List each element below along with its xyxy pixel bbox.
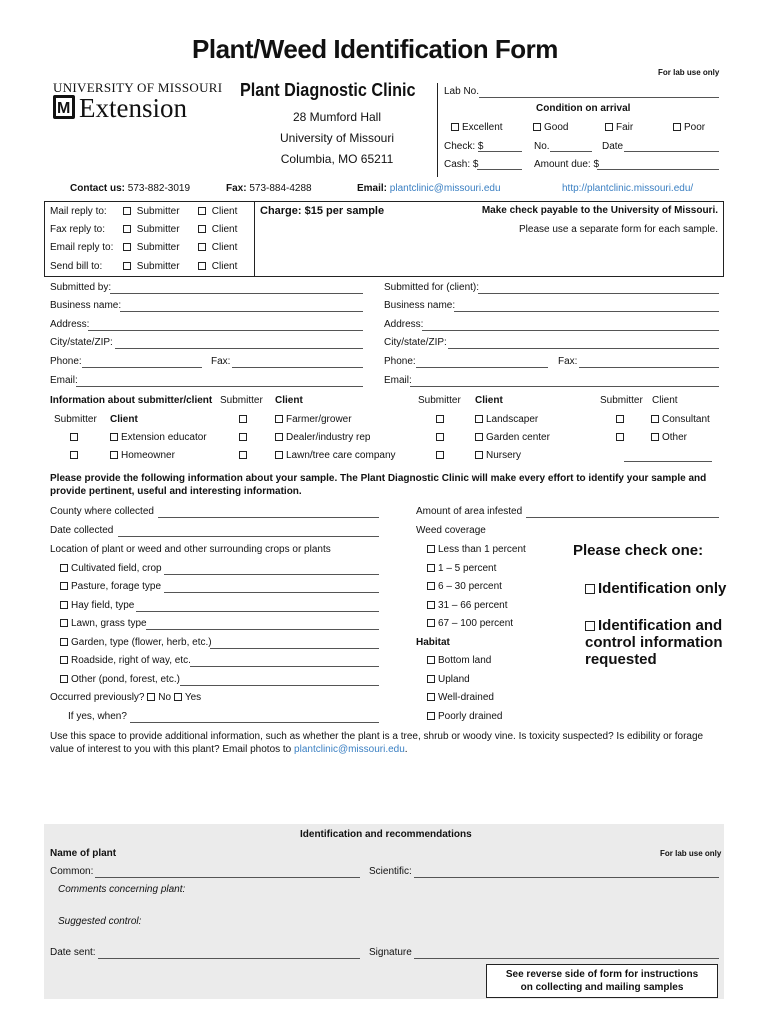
col4-submitter: Submitter (600, 395, 643, 406)
loc-roadside[interactable] (60, 655, 191, 666)
cov-2[interactable] (427, 563, 496, 574)
checkbox[interactable] (436, 433, 444, 441)
common-label: Common: (50, 866, 94, 877)
garden-field[interactable] (210, 648, 379, 649)
reverse-side-note (486, 964, 718, 998)
date-collected-field[interactable] (118, 536, 379, 537)
loc-pasture[interactable] (60, 581, 161, 592)
checkbox[interactable] (673, 123, 681, 131)
checkbox[interactable] (427, 656, 435, 664)
cov-1[interactable] (427, 544, 526, 555)
option-label: Lawn, grass type (71, 618, 147, 629)
if-yes-label: If yes, when? (68, 711, 127, 722)
cond-good[interactable] (533, 122, 568, 133)
bill-submitter[interactable] (123, 261, 180, 272)
suggested-control-label: Suggested control: (58, 916, 142, 927)
option-label: 1 – 5 percent (438, 563, 497, 574)
common-field[interactable] (95, 877, 360, 878)
reply-divider (254, 201, 255, 277)
address-line2: University of Missouri (279, 131, 395, 145)
info-heading: Information about submitter/client (50, 395, 213, 406)
sub-lawn[interactable] (239, 450, 250, 461)
sub-garden-center[interactable] (436, 432, 447, 443)
checkbox[interactable] (427, 545, 435, 553)
scientific-field[interactable] (414, 877, 719, 878)
checkbox[interactable] (651, 415, 659, 423)
email-client[interactable] (198, 242, 237, 253)
fax-field[interactable] (232, 367, 363, 368)
county-label: County where collected (50, 506, 154, 517)
city-field[interactable] (115, 348, 363, 349)
checkbox[interactable] (616, 433, 624, 441)
submitted-by-field[interactable] (110, 293, 363, 294)
checkbox[interactable] (475, 433, 483, 441)
loc-lawn[interactable] (60, 618, 147, 629)
address-line1: 28 Mumford Hall (292, 110, 382, 124)
client-other[interactable] (651, 432, 687, 443)
checkbox[interactable] (475, 415, 483, 423)
contact-label: Contact us: (70, 183, 125, 194)
coverage-label: Weed coverage (416, 525, 486, 536)
checkbox[interactable] (427, 582, 435, 590)
option-label: Submitter (136, 261, 180, 272)
id-control-option[interactable] (585, 617, 723, 668)
hab-3[interactable] (427, 692, 494, 703)
checkbox[interactable] (651, 433, 659, 441)
option-label: Client (211, 224, 238, 235)
option-label: Homeowner (121, 450, 175, 461)
fax-submitter[interactable] (123, 224, 180, 235)
checkbox[interactable] (239, 433, 247, 441)
checkbox[interactable] (60, 601, 68, 609)
signature-field[interactable] (414, 958, 719, 959)
client-farmer[interactable] (275, 414, 352, 425)
checkbox[interactable] (147, 693, 155, 701)
checkbox[interactable] (239, 451, 247, 459)
checkbox[interactable] (427, 675, 435, 683)
sub-landscaper[interactable] (436, 414, 447, 425)
roadside-field[interactable] (190, 666, 379, 667)
option-label: Cultivated field, crop (71, 563, 162, 574)
sub-nursery[interactable] (436, 450, 447, 461)
client-lawn[interactable] (275, 450, 396, 461)
address-line3: Columbia, MO 65211 (280, 152, 394, 166)
checkbox[interactable] (198, 262, 206, 270)
fax-client[interactable] (198, 224, 237, 235)
client-landscaper[interactable] (475, 414, 538, 425)
mizzou-logo-icon (53, 95, 75, 119)
checkbox[interactable] (60, 638, 68, 646)
checkbox[interactable] (123, 225, 131, 233)
option-label: Garden, type (flower, herb, etc.) (71, 637, 212, 648)
condition-label: Condition on arrival (536, 103, 631, 114)
city-label: City/state/ZIP: (50, 337, 113, 348)
checkbox[interactable] (198, 243, 206, 251)
col-client: Client (110, 414, 138, 425)
email-label: Email: (357, 183, 388, 194)
col2-client: Client (275, 395, 303, 406)
submitted-for-field[interactable] (478, 293, 719, 294)
option-label: Nursery (486, 450, 522, 461)
option-label: Bottom land (438, 655, 492, 666)
lawn-field[interactable] (146, 629, 379, 630)
phone-label: Phone: (50, 356, 82, 367)
email-field[interactable] (76, 386, 363, 387)
cov-5[interactable] (427, 618, 513, 629)
option-label: Less than 1 percent (438, 544, 526, 555)
col2-submitter: Submitter (220, 395, 263, 406)
checkbox[interactable] (198, 225, 206, 233)
loc-hay[interactable] (60, 600, 134, 611)
checkbox[interactable] (60, 675, 68, 683)
submitted-for-label: Submitted for (client): (384, 282, 480, 293)
bill-client[interactable] (198, 261, 237, 272)
form-title: Plant/Weed Identification Form (192, 34, 558, 64)
checkbox[interactable] (198, 207, 206, 215)
address-field[interactable] (88, 330, 363, 331)
col3-submitter: Submitter (418, 395, 461, 406)
option-label: Garden center (486, 432, 550, 443)
fax-label: Fax: (211, 356, 231, 367)
client-address-field[interactable] (422, 330, 719, 331)
additional-end: . (404, 744, 408, 755)
option-label: Other (pond, forest, etc.) (71, 674, 180, 685)
checkbox[interactable] (436, 451, 444, 459)
cond-fair-label: Fair (616, 122, 634, 133)
client-email-label: Email: (384, 375, 412, 386)
client-phone-label: Phone: (384, 356, 416, 367)
cov-4[interactable] (427, 600, 508, 611)
occurred-no[interactable]: No (158, 692, 172, 703)
checkbox[interactable] (60, 564, 68, 572)
option-label: Lawn/tree care company (286, 450, 396, 461)
cash-label: Cash: $ (444, 159, 479, 170)
lab-box-divider (437, 83, 438, 177)
recommendations-heading: Identification and recommendations (300, 829, 472, 840)
lab-use-only-label: For lab use only (658, 68, 720, 77)
amount-due-field[interactable] (597, 169, 719, 170)
plant-name-label: Name of plant (50, 848, 117, 859)
logo-extension (53, 93, 187, 123)
location-label: Location of plant or weed and other surrounding crops or plants (50, 544, 331, 555)
hab-2[interactable] (427, 674, 470, 685)
client-nursery[interactable] (475, 450, 521, 461)
contact-email (357, 183, 501, 194)
client-address-label: Address: (384, 319, 424, 330)
clinic-name: Plant Diagnostic Clinic (240, 80, 416, 100)
option-label: Dealer/industry rep (286, 432, 371, 443)
cond-poor-label: Poor (684, 122, 706, 133)
checkbox[interactable] (110, 433, 118, 441)
date-sent-label: Date sent: (50, 947, 96, 958)
habitat-label: Habitat (416, 637, 450, 648)
note-line1: See reverse side of form for instructions (505, 969, 699, 980)
contact-phone (70, 183, 190, 194)
option-label: Extension educator (121, 432, 207, 443)
loc-cultivated[interactable] (60, 563, 162, 574)
logo-university: UNIVERSITY OF MISSOURI (53, 80, 223, 95)
checkbox[interactable] (70, 433, 78, 441)
option-label: 6 – 30 percent (438, 581, 502, 592)
email-label: Email: (50, 375, 78, 386)
mail-client[interactable] (198, 206, 237, 217)
sub-dealer[interactable] (239, 432, 250, 443)
date-collected-label: Date collected (50, 525, 114, 536)
sub-extension[interactable] (70, 432, 81, 443)
client-dealer[interactable] (275, 432, 370, 443)
amount-field[interactable] (526, 517, 719, 518)
checkbox[interactable] (427, 564, 435, 572)
client-city-field[interactable] (448, 348, 719, 349)
client-email-field[interactable] (410, 386, 719, 387)
additional-info (50, 730, 722, 756)
client-fax-field[interactable] (579, 367, 719, 368)
checkbox[interactable] (427, 601, 435, 609)
option-label: 31 – 66 percent (438, 600, 508, 611)
option-label: Submitter (136, 206, 180, 217)
cash-field[interactable] (477, 169, 522, 170)
option-label-3: requested (585, 651, 657, 668)
cond-excellent-label: Excellent (462, 122, 503, 133)
send-bill-label: Send bill to: (50, 261, 103, 272)
cov-3[interactable] (427, 581, 502, 592)
hab-1[interactable] (427, 655, 491, 666)
email-submitter[interactable] (123, 242, 180, 253)
checkbox[interactable] (60, 656, 68, 664)
client-fax-label: Fax: (558, 356, 578, 367)
additional-text: Use this space to provide additional information, such as whether the plant is a tree, shrub or woody vine. Is toxicity suspected? Is edibility or forage value of interest to you with this plant? Email photos to (50, 731, 704, 755)
lab-no-label: Lab No. (444, 86, 480, 97)
checkbox[interactable] (585, 584, 595, 594)
option-label: Hay field, type (71, 600, 135, 611)
checkbox[interactable] (427, 619, 435, 627)
cond-fair[interactable] (605, 122, 633, 133)
charge-label: Charge: $15 per sample (260, 205, 385, 217)
if-yes-field[interactable] (130, 722, 379, 723)
business-field[interactable] (120, 311, 363, 312)
date-field[interactable] (624, 151, 719, 152)
option-label: Landscaper (486, 414, 539, 425)
option-label: Identification only (598, 580, 727, 597)
checkbox[interactable] (275, 415, 283, 423)
checkbox[interactable] (451, 123, 459, 131)
id-only-option[interactable] (585, 580, 726, 597)
hay-field[interactable] (136, 611, 379, 612)
col4-client: Client (652, 395, 678, 406)
phone-field[interactable] (82, 367, 202, 368)
check-no-field[interactable] (550, 151, 592, 152)
mail-reply-label: Mail reply to: (50, 206, 107, 217)
occurred-label: Occurred previously? (50, 692, 145, 703)
address-label: Address: (50, 319, 90, 330)
contact-phone-value: 573-882-3019 (127, 183, 191, 194)
option-label: Identification and (598, 617, 723, 634)
cond-excellent[interactable] (451, 122, 503, 133)
checkbox[interactable] (123, 262, 131, 270)
submitted-by-label: Submitted by: (50, 282, 112, 293)
date-label: Date (602, 141, 624, 152)
option-label: Consultant (662, 414, 710, 425)
cultivated-field[interactable] (164, 574, 379, 575)
sub-farmer[interactable] (239, 414, 250, 425)
client-homeowner[interactable] (110, 450, 175, 461)
client-garden-center[interactable] (475, 432, 550, 443)
email-link[interactable]: plantclinic@missouri.edu (389, 183, 501, 194)
email-reply-label: Email reply to: (50, 242, 114, 253)
option-label: Client (211, 242, 238, 253)
option-label-2: control information (585, 634, 723, 651)
checkbox[interactable] (585, 621, 595, 631)
signature-label: Signature (369, 947, 412, 958)
separate-note: Please use a separate form for each sample. (519, 224, 718, 235)
lab-no-field[interactable] (479, 97, 719, 98)
lab-use-only-label-2: For lab use only (660, 849, 722, 858)
check-label: Check: $ (444, 141, 484, 152)
col3-client: Client (475, 395, 503, 406)
occurred-row (50, 692, 201, 703)
fax-value: 573-884-4288 (249, 183, 312, 194)
cond-poor[interactable] (673, 122, 705, 133)
occurred-yes[interactable]: Yes (184, 692, 202, 703)
option-label: Client (211, 261, 238, 272)
checkbox[interactable] (70, 451, 78, 459)
business-label: Business name: (50, 300, 122, 311)
checkbox[interactable] (533, 123, 541, 131)
scientific-label: Scientific: (369, 866, 412, 877)
check-no-label: No. (534, 141, 550, 152)
checkbox[interactable] (275, 451, 283, 459)
checkbox[interactable] (275, 433, 283, 441)
note-line2: on collecting and mailing samples (520, 982, 684, 993)
checkbox[interactable] (123, 243, 131, 251)
client-phone-field[interactable] (416, 367, 548, 368)
pasture-field[interactable] (164, 592, 379, 593)
checkbox[interactable] (110, 451, 118, 459)
sub-other[interactable] (616, 432, 627, 443)
checkbox[interactable] (239, 415, 247, 423)
check-one-label: Please check one: (573, 542, 704, 559)
cond-good-label: Good (544, 122, 569, 133)
instructions: Please provide the following information about your sample. The Plant Diagnostic Clinic will make every effort to identify your sample and provide pertinent, useful and interesting information. (50, 473, 707, 497)
county-field[interactable] (158, 517, 379, 518)
checkbox[interactable] (605, 123, 613, 131)
comments-label: Comments concerning plant: (58, 884, 186, 895)
amount-due-label: Amount due: $ (534, 159, 600, 170)
client-business-label: Business name: (384, 300, 456, 311)
col-submitter: Submitter (54, 414, 97, 425)
other-field[interactable] (624, 461, 712, 462)
option-label: Client (211, 206, 238, 217)
fax-reply-label: Fax reply to: (50, 224, 106, 235)
option-label: Poorly drained (438, 711, 503, 722)
checkbox[interactable] (427, 712, 435, 720)
option-label: Pasture, forage type (71, 581, 162, 592)
checkbox[interactable] (123, 207, 131, 215)
website-link[interactable]: http://plantclinic.missouri.edu/ (562, 183, 694, 194)
logo-extension-text: Extension (79, 93, 187, 123)
loc-other[interactable] (60, 674, 180, 685)
check-field[interactable] (478, 151, 522, 152)
client-extension[interactable] (110, 432, 207, 443)
additional-text-area[interactable] (44, 762, 724, 820)
fax-label: Fax: (226, 183, 247, 194)
option-label: Upland (438, 674, 470, 685)
checkbox[interactable] (616, 415, 624, 423)
option-label: Submitter (136, 224, 180, 235)
checkbox[interactable] (60, 582, 68, 590)
sub-homeowner[interactable] (70, 450, 81, 461)
checkbox[interactable] (436, 415, 444, 423)
loc-garden[interactable] (60, 637, 212, 648)
checkbox[interactable] (427, 693, 435, 701)
payable-note: Make check payable to the University of Missouri. (481, 205, 718, 216)
checkbox[interactable] (174, 693, 182, 701)
option-label: 67 – 100 percent (438, 618, 514, 629)
option-label: Submitter (136, 242, 180, 253)
option-label: Well-drained (438, 692, 494, 703)
client-consultant[interactable] (651, 414, 710, 425)
sub-consultant[interactable] (616, 414, 627, 425)
contact-fax (226, 183, 312, 194)
photo-email-link[interactable]: plantclinic@missouri.edu (294, 744, 405, 755)
date-sent-field[interactable] (98, 958, 360, 959)
option-label: Farmer/grower (286, 414, 352, 425)
client-business-field[interactable] (454, 311, 719, 312)
amount-label: Amount of area infested (416, 506, 523, 517)
checkbox[interactable] (475, 451, 483, 459)
mail-submitter[interactable] (123, 206, 180, 217)
checkbox[interactable] (60, 619, 68, 627)
option-label: Other (662, 432, 688, 443)
other-location-field[interactable] (180, 685, 379, 686)
client-city-label: City/state/ZIP: (384, 337, 447, 348)
option-label: Roadside, right of way, etc. (71, 655, 191, 666)
hab-4[interactable] (427, 711, 502, 722)
